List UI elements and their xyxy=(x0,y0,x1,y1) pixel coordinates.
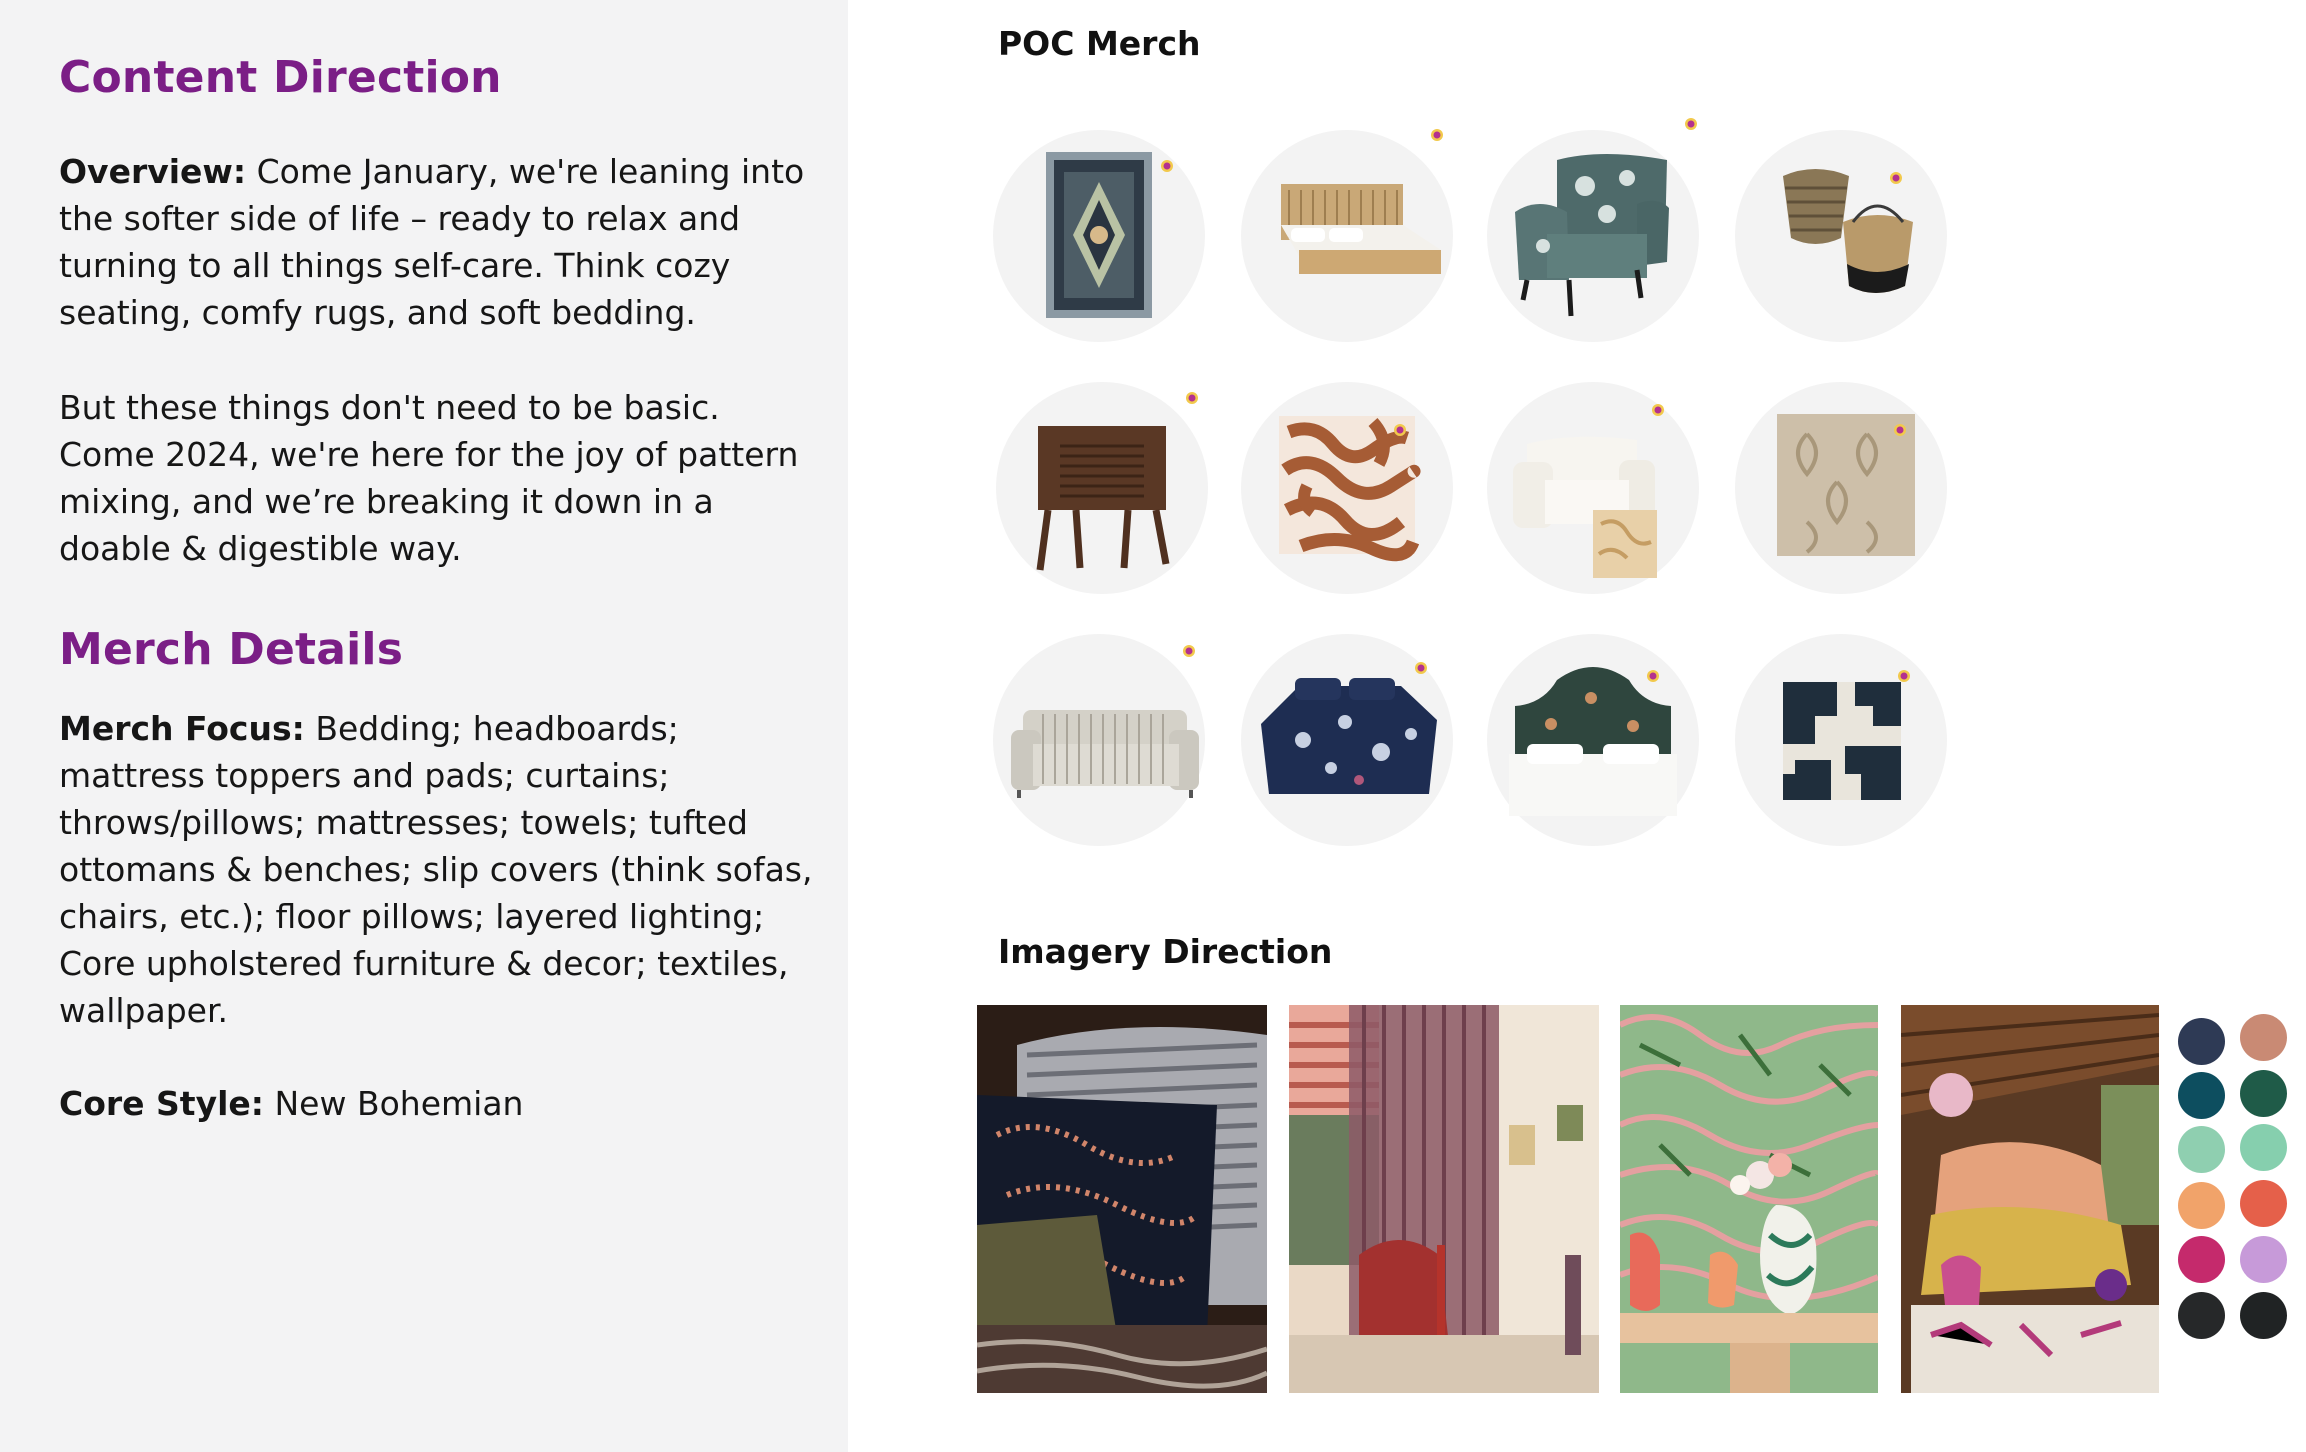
content-direction-heading: Content Direction xyxy=(59,52,502,103)
badge-dot-icon xyxy=(1429,127,1445,143)
product-tile[interactable] xyxy=(1487,130,1699,342)
badge-dot-icon xyxy=(1184,390,1200,406)
core-style-value: New Bohemian xyxy=(274,1084,524,1123)
product-tile[interactable] xyxy=(1487,382,1699,594)
badge-dot-icon xyxy=(1888,170,1904,186)
product-tile[interactable] xyxy=(996,382,1208,594)
product-tile[interactable] xyxy=(1735,634,1947,846)
seagrass-baskets-icon xyxy=(1735,130,1947,342)
botanical-vase-photo xyxy=(1620,1005,1878,1393)
pattern-paragraph: But these things don't need to be basic. Come 2024, we're here for the joy of pattern mixing, and we’re breaking it down in a doable & digestible way. xyxy=(59,388,799,568)
badge-dot-icon xyxy=(1181,643,1197,659)
palette-swatch xyxy=(2240,1180,2287,1227)
palette-swatch xyxy=(2178,1182,2225,1229)
badge-dot-icon xyxy=(1650,402,1666,418)
floral-armchair-icon xyxy=(1487,130,1699,342)
imagery-photo xyxy=(977,1005,1267,1393)
damask-pattern-swatch-icon xyxy=(1735,382,1947,594)
imagery-direction-heading: Imagery Direction xyxy=(998,932,1333,971)
nightstand-icon xyxy=(996,382,1208,594)
content-panel xyxy=(0,0,848,1452)
palette-swatch xyxy=(2240,1014,2287,1061)
imagery-photo xyxy=(1289,1005,1599,1393)
palette-swatch xyxy=(2240,1236,2287,1283)
palette-swatch xyxy=(2240,1070,2287,1117)
palette-swatch xyxy=(2178,1236,2225,1283)
imagery-photo xyxy=(1901,1005,2159,1393)
arched-headboard-bed-icon xyxy=(1487,634,1699,846)
merch-details-heading: Merch Details xyxy=(59,624,404,675)
badge-dot-icon xyxy=(1645,668,1661,684)
badge-dot-icon xyxy=(1683,116,1699,132)
badge-dot-icon xyxy=(1892,422,1908,438)
badge-dot-icon xyxy=(1413,660,1429,676)
merch-focus-label: Merch Focus: xyxy=(59,709,305,748)
badge-dot-icon xyxy=(1896,668,1912,684)
palette-swatch xyxy=(2178,1292,2225,1339)
product-tile[interactable] xyxy=(993,634,1205,846)
palette-swatch xyxy=(2178,1126,2225,1173)
overview-label: Overview: xyxy=(59,152,247,191)
slipcover-chair-icon xyxy=(1487,382,1699,594)
squiggle-pattern-swatch-icon xyxy=(1241,382,1453,594)
palette-swatch xyxy=(2240,1124,2287,1171)
palette-swatch xyxy=(2240,1292,2287,1339)
pillows-photo xyxy=(977,1005,1267,1393)
rattan-bed-icon xyxy=(1241,130,1453,342)
curtained-room-photo xyxy=(1289,1005,1599,1393)
merch-focus-text: Bedding; headboards; mattress toppers and pads; curtains; throws/pillows; mattresses; towels; tufted ottomans & benches; slip covers (think sofas, chairs, etc.); floor pillows; layered lighting; Core upholstered furniture & decor; textiles, wallpaper. xyxy=(59,709,813,1030)
striped-sofa-icon xyxy=(993,634,1205,846)
product-tile[interactable] xyxy=(1487,634,1699,846)
palette-swatch xyxy=(2178,1072,2225,1119)
imagery-photo xyxy=(1620,1005,1878,1393)
badge-dot-icon xyxy=(1159,158,1175,174)
overview-paragraph xyxy=(59,148,819,336)
overview-text: Come January, we're leaning into the softer side of life – ready to relax and turning to all things self-care. Think cozy seating, comfy rugs, and soft bedding. xyxy=(59,152,805,332)
abstract-pillow-icon xyxy=(1735,634,1947,846)
product-tile[interactable] xyxy=(1735,382,1947,594)
core-style-line xyxy=(59,1080,819,1127)
core-style-label: Core Style: xyxy=(59,1084,264,1123)
product-tile[interactable] xyxy=(1241,382,1453,594)
cabin-bedroom-photo xyxy=(1901,1005,2159,1393)
product-tile[interactable] xyxy=(1241,130,1453,342)
badge-dot-icon xyxy=(1392,422,1408,438)
merch-focus-paragraph xyxy=(59,705,819,1034)
palette-swatch xyxy=(2178,1018,2225,1065)
poc-merch-heading: POC Merch xyxy=(998,24,1201,63)
product-tile[interactable] xyxy=(1735,130,1947,342)
